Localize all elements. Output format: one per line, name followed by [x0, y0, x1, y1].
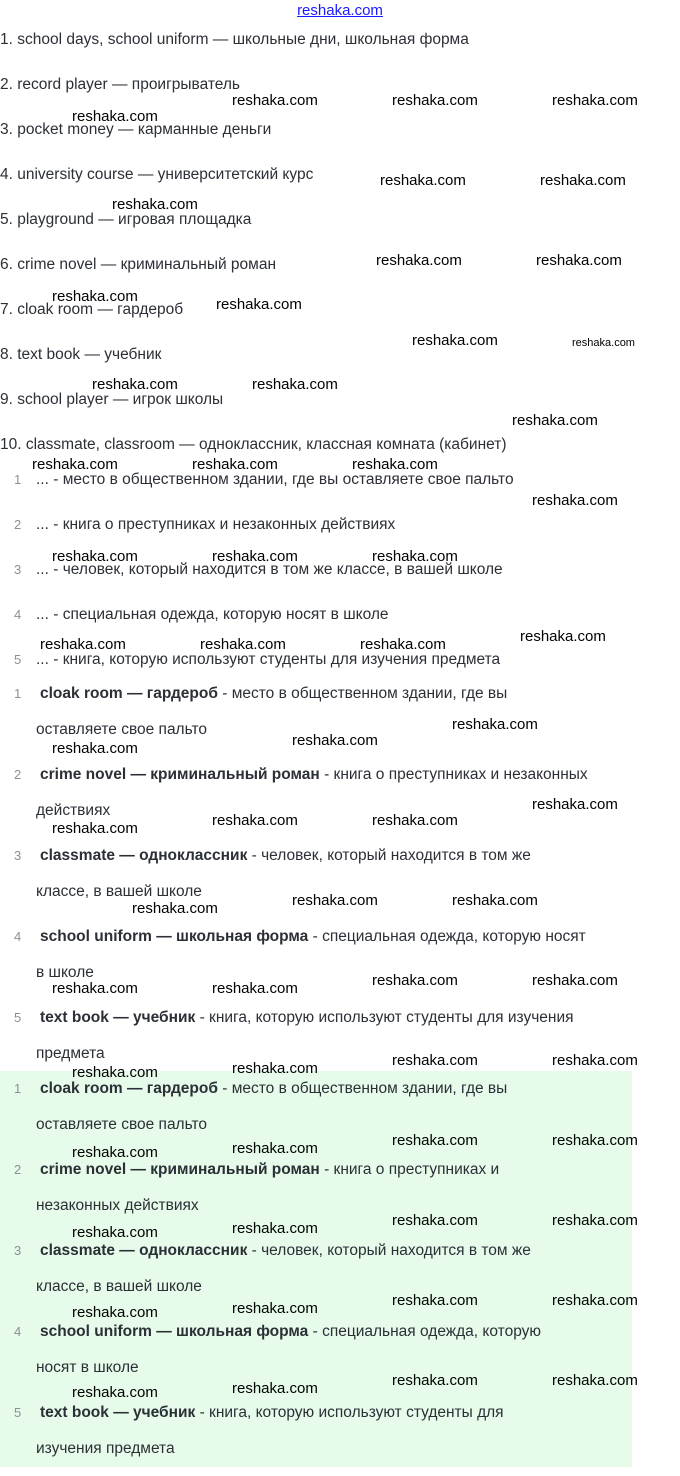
answer-definition-cont: классе, в вашей школе: [36, 1278, 202, 1295]
answer-definition: - место в общественном здании, где вы: [217, 685, 508, 702]
item-number: 1: [14, 686, 22, 701]
vocab-item: 6. crime novel — криминальный роман: [0, 256, 277, 273]
watermark: reshaka.com: [392, 1132, 478, 1149]
watermark: reshaka.com: [572, 337, 635, 349]
vocab-item: 5. playground — игровая площадка: [0, 211, 252, 228]
item-number: 4: [14, 1324, 22, 1339]
watermark: reshaka.com: [392, 1292, 478, 1309]
answer-term: school uniform — школьная форма: [40, 928, 309, 945]
answer-definition-cont: предмета: [36, 1045, 105, 1062]
watermark: reshaka.com: [380, 172, 466, 189]
vocab-item: 1. school days, school uniform — школьные дни, школьная форма: [0, 31, 469, 48]
watermark: reshaka.com: [232, 1300, 318, 1317]
watermark: reshaka.com: [216, 296, 302, 313]
answer-term: text book — учебник: [40, 1404, 196, 1421]
watermark: reshaka.com: [532, 796, 618, 813]
item-number: 1: [14, 1081, 22, 1096]
answer-definition: - человек, который находится в том же: [247, 847, 531, 864]
answer-term: classmate — одноклассник: [40, 847, 248, 864]
answer-definition: - книга, которую используют студенты для: [195, 1404, 504, 1421]
watermark: reshaka.com: [292, 892, 378, 909]
definition-text: ... - человек, который находится в том же классе, в вашей школе: [36, 561, 503, 578]
vocab-item: 9. school player — игрок школы: [0, 391, 224, 408]
watermark: reshaka.com: [532, 972, 618, 989]
watermark: reshaka.com: [72, 1304, 158, 1321]
watermark: reshaka.com: [360, 636, 446, 653]
watermark: reshaka.com: [112, 196, 198, 213]
watermark: reshaka.com: [232, 1140, 318, 1157]
answer-term: cloak room — гардероб: [40, 685, 218, 702]
watermark: reshaka.com: [52, 288, 138, 305]
item-number: 5: [14, 1010, 22, 1025]
definition-text: ... - место в общественном здании, где вы оставляете свое пальто: [36, 471, 514, 488]
watermark: reshaka.com: [540, 172, 626, 189]
watermark: reshaka.com: [392, 92, 478, 109]
watermark: reshaka.com: [412, 332, 498, 349]
watermark: reshaka.com: [372, 812, 458, 829]
highlighted-answer-list: [0, 1071, 632, 1467]
watermark: reshaka.com: [392, 1212, 478, 1229]
watermark: reshaka.com: [232, 1380, 318, 1397]
vocab-item: 4. university course — университетский курс: [0, 166, 314, 183]
answer-definition: - специальная одежда, которую: [308, 1323, 542, 1340]
watermark: reshaka.com: [512, 412, 598, 429]
answer-term: crime novel — криминальный роман: [40, 766, 320, 783]
definition-text: ... - книга, которую используют студенты для изучения предмета: [36, 651, 501, 668]
watermark: reshaka.com: [252, 376, 338, 393]
answer-definition-cont: в школе: [36, 964, 94, 981]
answer-definition-cont: оставляете свое пальто: [36, 721, 208, 738]
watermark: reshaka.com: [232, 92, 318, 109]
watermark: reshaka.com: [392, 1052, 478, 1069]
watermark: reshaka.com: [32, 456, 118, 473]
watermark: reshaka.com: [192, 456, 278, 473]
watermark: reshaka.com: [232, 1060, 318, 1077]
watermark: reshaka.com: [372, 972, 458, 989]
vocab-item: 3. pocket money — карманные деньги: [0, 121, 272, 138]
watermark: reshaka.com: [212, 812, 298, 829]
item-number: 3: [14, 848, 22, 863]
answer-term: classmate — одноклассник: [40, 1242, 248, 1259]
item-number: 3: [14, 1243, 22, 1258]
watermark: reshaka.com: [40, 636, 126, 653]
vocab-item: 10. classmate, classroom — одноклассник, классная комната (кабинет): [0, 436, 507, 453]
watermark: reshaka.com: [132, 900, 218, 917]
item-number: 3: [14, 562, 22, 577]
vocab-item: 8. text book — учебник: [0, 346, 162, 363]
item-number: 1: [14, 472, 22, 487]
watermark: reshaka.com: [552, 1132, 638, 1149]
watermark: reshaka.com: [532, 492, 618, 509]
answer-definition: - книга о преступниках и: [319, 1161, 500, 1178]
watermark: reshaka.com: [232, 1220, 318, 1237]
answer-definition-cont: носят в школе: [36, 1359, 139, 1376]
watermark: reshaka.com: [520, 628, 606, 645]
answer-term: crime novel — криминальный роман: [40, 1161, 320, 1178]
watermark: reshaka.com: [52, 980, 138, 997]
watermark: reshaka.com: [72, 1144, 158, 1161]
answer-definition: - человек, который находится в том же: [247, 1242, 531, 1259]
item-number: 5: [14, 1405, 22, 1420]
watermark: reshaka.com: [212, 980, 298, 997]
item-number: 4: [14, 929, 22, 944]
watermark: reshaka.com: [212, 548, 298, 565]
answer-term: text book — учебник: [40, 1009, 196, 1026]
watermark: reshaka.com: [552, 1212, 638, 1229]
vocab-item: 7. cloak room — гардероб: [0, 301, 184, 318]
item-number: 2: [14, 767, 22, 782]
watermark: reshaka.com: [552, 92, 638, 109]
watermark: reshaka.com: [536, 252, 622, 269]
answer-definition-cont: изучения предмета: [36, 1440, 175, 1457]
watermark: reshaka.com: [292, 732, 378, 749]
answer-definition: - место в общественном здании, где вы: [217, 1080, 508, 1097]
watermark: reshaka.com: [552, 1292, 638, 1309]
watermark: reshaka.com: [72, 1064, 158, 1081]
answer-definition-cont: незаконных действиях: [36, 1197, 199, 1214]
watermark: reshaka.com: [92, 376, 178, 393]
watermark: reshaka.com: [200, 636, 286, 653]
site-header-link[interactable]: reshaka.com: [297, 2, 383, 19]
watermark: reshaka.com: [72, 108, 158, 125]
watermark: reshaka.com: [552, 1372, 638, 1389]
watermark: reshaka.com: [72, 1384, 158, 1401]
item-number: 5: [14, 652, 22, 667]
answer-item: [0, 1395, 632, 1476]
answer-definition-cont: действиях: [36, 802, 111, 819]
watermark: reshaka.com: [52, 548, 138, 565]
answer-definition-cont: оставляете свое пальто: [36, 1116, 208, 1133]
watermark: reshaka.com: [392, 1372, 478, 1389]
vocab-item: 2. record player — проигрыватель: [0, 76, 241, 93]
watermark: reshaka.com: [52, 740, 138, 757]
item-number: 2: [14, 517, 22, 532]
watermark: reshaka.com: [52, 820, 138, 837]
answer-definition-cont: классе, в вашей школе: [36, 883, 202, 900]
watermark: reshaka.com: [352, 456, 438, 473]
watermark: reshaka.com: [452, 716, 538, 733]
watermark: reshaka.com: [372, 548, 458, 565]
item-number: 2: [14, 1162, 22, 1177]
watermark: reshaka.com: [376, 252, 462, 269]
answer-definition: - книга о преступниках и незаконных: [319, 766, 588, 783]
item-number: 4: [14, 607, 22, 622]
watermark: reshaka.com: [72, 1224, 158, 1241]
answer-definition: - специальная одежда, которую носят: [308, 928, 586, 945]
watermark: reshaka.com: [552, 1052, 638, 1069]
answer-term: cloak room — гардероб: [40, 1080, 218, 1097]
definition-text: ... - книга о преступниках и незаконных действиях: [36, 516, 396, 533]
answer-definition: - книга, которую используют студенты для изучения: [195, 1009, 574, 1026]
watermark: reshaka.com: [452, 892, 538, 909]
definition-text: ... - специальная одежда, которую носят в школе: [36, 606, 389, 623]
answer-term: school uniform — школьная форма: [40, 1323, 309, 1340]
